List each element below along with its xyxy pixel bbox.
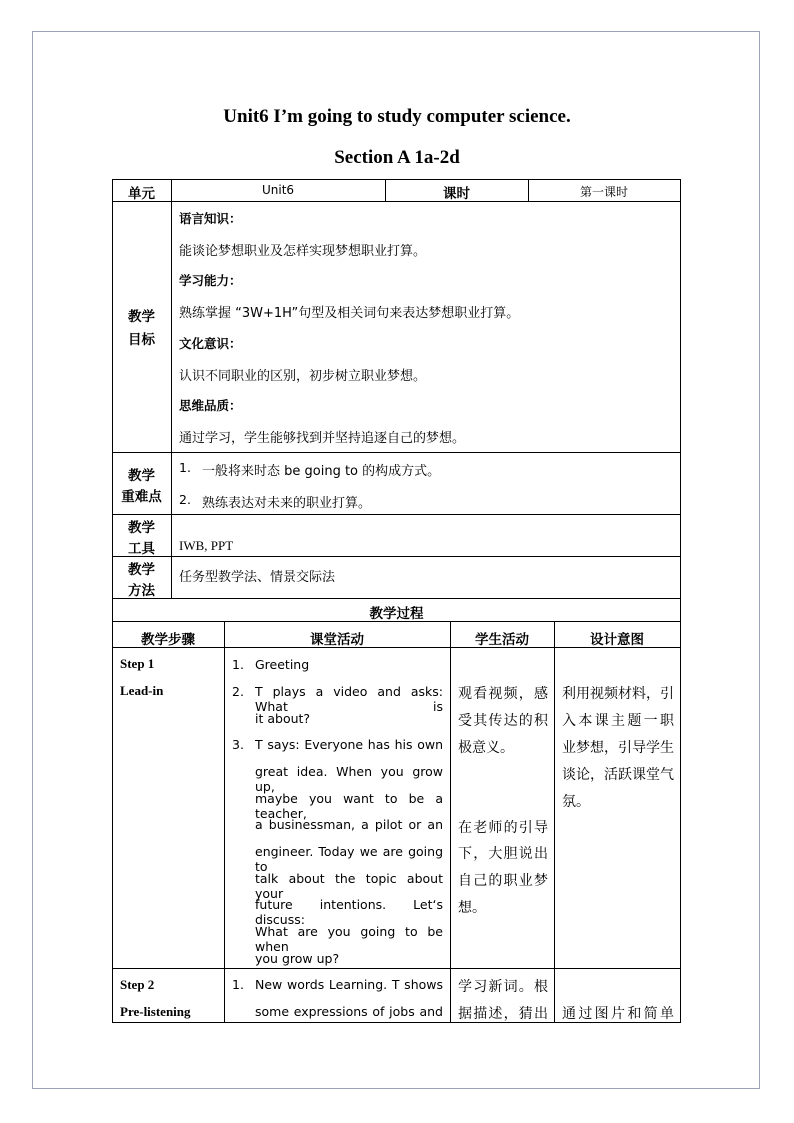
activity-line: What are you going to be when [255,924,443,954]
activity-line: future intentions. Let‘s discuss: [255,897,443,927]
header-design-intent: 设计意图 [590,632,644,648]
student-activity-line: 下，大胆说出 [458,846,548,862]
activity-number: 3. [232,737,244,752]
period-label: 课时 [443,186,470,202]
design-intent-line: 入本课主题一职 [562,713,674,729]
design-intent-line: 利用视频材料，引 [562,686,674,702]
keypoint-text: 一般将来时态 be going to 的构成方式。 [202,464,441,479]
tools-label-1: 教学 [128,520,155,536]
activity-line: engineer. Today we are going to [255,844,443,874]
student-activity-line: 自己的职业梦 [458,873,548,889]
student-activity-line: 观看视频，感 [458,686,548,702]
document-title: Unit6 I’m going to study computer science. [223,106,571,127]
objectives-label-1: 教学 [128,309,155,325]
activity-line: you grow up? [255,951,340,966]
student-activity-line: 受其传达的积 [458,713,548,729]
methods-label-2: 方法 [128,583,155,599]
activity-line: T plays a video and asks: What is [255,684,443,714]
objective-heading: 学习能力： [179,273,242,288]
student-activity-line: 在老师的引导 [458,820,548,836]
keypoints-label-1: 教学 [128,468,155,484]
objective-text: 通过学习，学生能够找到并坚持追逐自己的梦想。 [179,431,466,446]
student-activity-line: 极意义。 [458,740,514,756]
keypoint-text: 熟练表达对未来的职业打算。 [202,496,372,511]
objective-heading: 语言知识： [179,211,242,226]
design-intent-line: 谈论，活跃课堂气 [562,767,674,783]
document-subtitle: Section A 1a-2d [334,147,460,168]
unit-value: Unit6 [261,183,295,197]
activity-number: 2. [232,684,244,699]
activity-number: 1. [232,657,244,672]
tools-value: IWB, PPT [179,538,234,553]
tools-label-2: 工具 [128,541,155,557]
step-name: Step 2 [120,977,155,992]
step-subtitle: Pre-listening [120,1004,191,1019]
header-steps: 教学步骤 [141,632,195,648]
process-title: 教学过程 [369,606,424,622]
objective-text: 认识不同职业的区别，初步树立职业梦想。 [179,369,427,384]
objective-heading: 思维品质： [179,398,242,413]
student-activity-line: 据描述，猜出 [458,1006,548,1022]
design-intent-line: 通过图片和简单 [562,1006,674,1022]
objective-text: 熟练掌握 “3W+1H”句型及相关词句来表达梦想职业打算。 [179,306,520,321]
activity-line: maybe you want to be a teacher, [255,791,443,821]
step-name: Step 1 [120,656,155,671]
student-activity-line: 想。 [458,900,486,916]
activity-line: New words Learning. T shows [255,977,443,992]
activity-line: it about? [255,711,311,726]
methods-value: 任务型教学法、情景交际法 [179,570,336,585]
activity-line: T says: Everyone has his own [255,737,443,752]
activity-line: talk about the topic about your [255,871,443,901]
objective-heading: 文化意识： [179,336,242,351]
header-class-activity: 课堂活动 [310,632,364,648]
period-value: 第一课时 [579,185,628,199]
step-subtitle: Lead-in [120,683,164,698]
design-intent-line: 业梦想，引导学生 [562,740,674,756]
activity-line: Greeting [255,657,310,672]
activity-line: great idea. When you grow up, [255,764,443,794]
header-student-activity: 学生活动 [475,632,529,648]
unit-label: 单元 [128,186,155,202]
activity-number: 1. [232,977,244,992]
objectives-label-2: 目标 [128,332,155,348]
keypoints-label-2: 重难点 [121,489,162,505]
objective-text: 能谈论梦想职业及怎样实现梦想职业打算。 [179,244,427,259]
activity-line: some expressions of jobs and [255,1004,443,1019]
methods-label-1: 教学 [128,562,155,578]
keypoint-number: 2. [179,492,191,507]
keypoint-number: 1. [179,460,191,475]
design-intent-line: 氛。 [562,794,590,810]
activity-line: a businessman, a pilot or an [255,817,443,832]
student-activity-line: 学习新词。根 [458,979,548,995]
